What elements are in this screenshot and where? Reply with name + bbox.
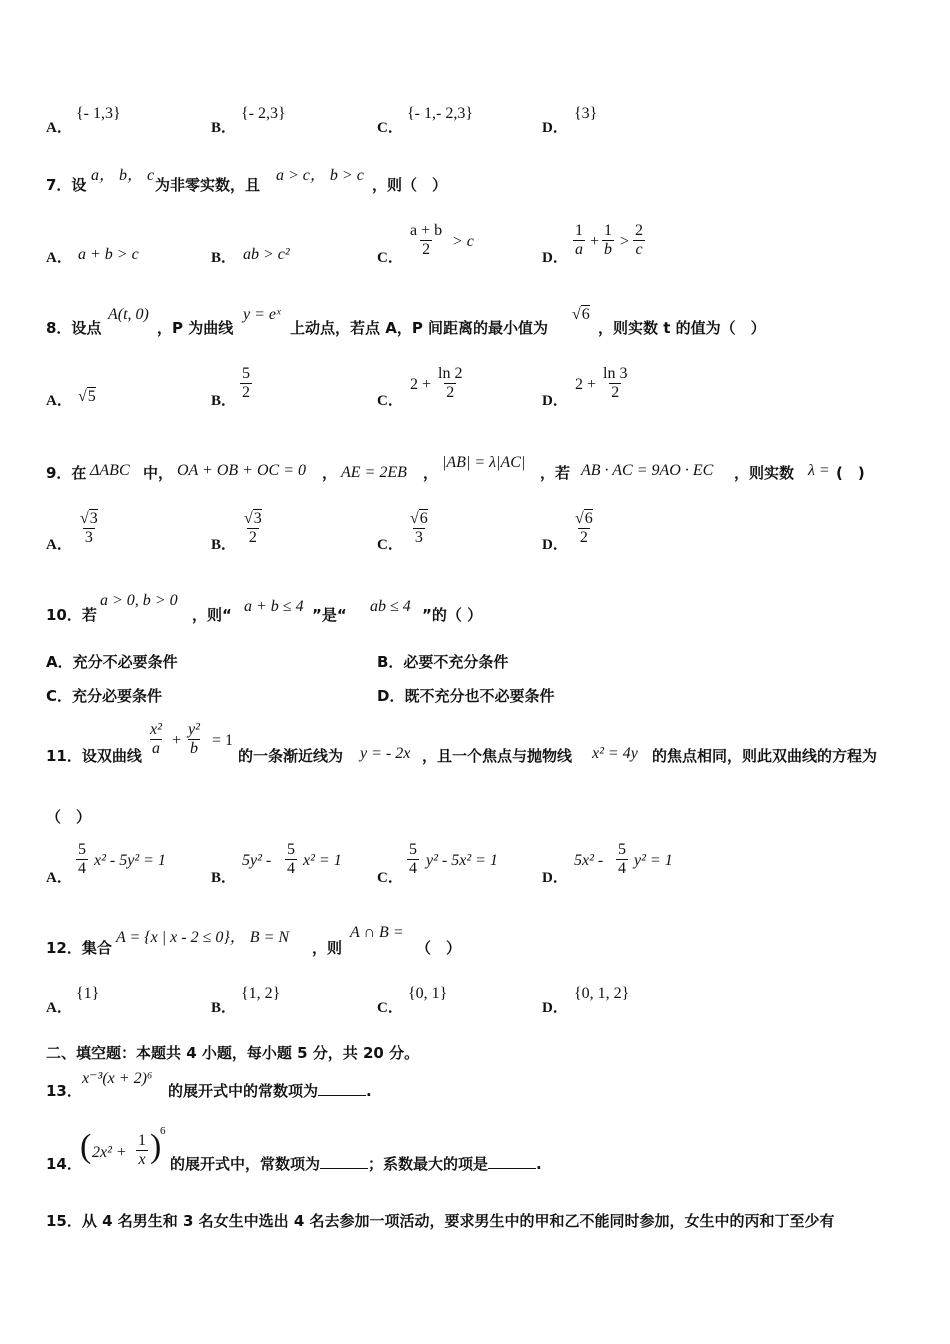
q7-number: 7．设 xyxy=(46,176,87,194)
q9-option-b-label: B． xyxy=(211,537,237,553)
q7-option-b-label: B． xyxy=(211,250,237,266)
q13-expr: x⁻³(x + 2)⁶ xyxy=(82,1070,153,1087)
question-15-text: 15．从 4 名男生和 3 名女生中选出 4 名去参加一项活动，要求男生中的甲和乙不能同时参加，女生中的丙和丁至少有 xyxy=(46,1212,835,1230)
q9-eq3: |AB| = λ|AC| xyxy=(442,454,526,471)
q14-answer-blank-1[interactable] xyxy=(320,1154,368,1169)
q8-option-a-label: A． xyxy=(46,393,72,409)
q11-plus: + xyxy=(172,732,182,749)
q8-option-d-fraction xyxy=(601,365,629,402)
q14-text xyxy=(170,1153,542,1174)
q11-d-pre: 5x² - xyxy=(574,852,604,869)
q9-a-num: 3 xyxy=(89,510,98,527)
q8-c-den: 2 xyxy=(446,384,455,401)
q11-a-den: 4 xyxy=(78,860,86,877)
q8-option-c-fraction xyxy=(436,365,464,402)
q7-option-c-fraction xyxy=(408,222,444,259)
q9-triangle: ΔABC xyxy=(90,462,130,479)
q7-d-frac1 xyxy=(573,222,585,259)
q9-b-num: 3 xyxy=(253,510,262,527)
q10-text1: ，则“ xyxy=(192,606,232,624)
q11-c-num: 5 xyxy=(409,841,417,858)
q11-a-rest: x² - 5y² = 1 xyxy=(94,852,166,869)
q11-c-den: 4 xyxy=(409,860,417,877)
q9-number: 9．在 xyxy=(46,464,87,482)
q11-c-frac xyxy=(407,841,419,878)
q11-text1: 的一条渐近线为 xyxy=(238,747,344,765)
q11-b-num: 5 xyxy=(287,841,295,858)
q10-text2: ”是“ xyxy=(312,606,347,624)
q9-option-d-fraction: $\frac{√6}{2}$ xyxy=(575,510,593,546)
q9-text4: ( ) xyxy=(836,464,865,482)
q14-fn: 1 xyxy=(138,1132,146,1149)
q8-text3: ，则实数 t 的值为（ ） xyxy=(598,319,766,337)
q11-d-den: 4 xyxy=(618,860,626,877)
q7-option-c-label: C． xyxy=(377,250,403,266)
section-2-heading: 二、填空题：本题共 4 小题，每小题 5 分，共 20 分。 xyxy=(46,1044,420,1062)
q12-option-a-value: {1} xyxy=(76,985,100,1002)
q9-eq2: AE = 2EB xyxy=(341,464,407,481)
q8-minval: √6 xyxy=(572,306,590,323)
q11-text3: 的焦点相同，则此双曲线的方程为 xyxy=(652,747,878,765)
q13-text xyxy=(168,1080,372,1101)
q9-option-a-label: A． xyxy=(46,537,72,553)
q8-text1: ，P 为曲线 xyxy=(157,319,234,337)
q11-option-d-label: D． xyxy=(542,870,568,886)
q12-option-b-label: B． xyxy=(211,1000,237,1016)
q11-d-frac xyxy=(616,841,628,878)
q8-number: 8．设点 xyxy=(46,319,102,337)
q14-fd: x xyxy=(138,1151,146,1168)
q10-option-c: C．充分必要条件 xyxy=(46,687,163,705)
q9-option-c-fraction: $\frac{√6}{3}$ xyxy=(410,510,428,546)
q11-frac-x xyxy=(148,721,164,758)
q9-eq4: AB · AC = 9AO · EC xyxy=(581,462,714,479)
q11-b-den: 4 xyxy=(287,860,295,877)
q8-text2: 上动点，若点 A，P 间距离的最小值为 xyxy=(290,319,549,337)
q9-d-den: 2 xyxy=(579,529,588,546)
q10-condition: a > 0, b > 0 xyxy=(100,592,178,609)
q10-text3: ”的（ ） xyxy=(422,606,483,624)
q10-option-d: D．既不充分也不必要条件 xyxy=(377,687,555,705)
q9-eq5: λ = xyxy=(808,462,830,479)
q8-point: A(t, 0) xyxy=(108,306,149,323)
q10-option-b: B．必要不充分条件 xyxy=(377,653,509,671)
q6-option-c-value: {- 1,- 2,3} xyxy=(407,105,474,122)
q9-eq1: OA + OB + OC = 0 xyxy=(177,462,306,479)
q7-vars: a， b， c xyxy=(91,167,155,184)
q7-option-c-tail: > c xyxy=(452,233,474,250)
q9-option-d-label: D． xyxy=(542,537,568,553)
q8-d-num: ln 3 xyxy=(603,365,628,382)
q12-number: 12．集合 xyxy=(46,939,112,957)
q7-d-n1: 1 xyxy=(575,222,583,239)
q8-b-num: 5 xyxy=(242,365,250,382)
q11-d-num: 5 xyxy=(618,841,626,858)
q6-option-d-label: D． xyxy=(542,120,568,136)
q8-c-num: ln 2 xyxy=(438,365,463,382)
q11-b-rest: x² = 1 xyxy=(303,852,342,869)
q12-option-a-label: A． xyxy=(46,1000,72,1016)
q7-d-gt: > xyxy=(620,233,630,250)
q8-curve: y = eˣ xyxy=(243,306,281,323)
q10-expr1: a + b ≤ 4 xyxy=(244,598,304,615)
q14-number: 14． xyxy=(46,1155,82,1173)
q11-text2: ，且一个焦点与抛物线 xyxy=(422,747,573,765)
q8-option-a-value: √5 xyxy=(78,388,96,405)
q9-c-den: 3 xyxy=(414,529,423,546)
q7-d-frac2 xyxy=(602,222,614,259)
q12-option-c-label: C． xyxy=(377,1000,403,1016)
q6-option-a-label: A． xyxy=(46,120,72,136)
q8-c-pre: 2 + xyxy=(410,376,432,393)
q7-d-frac3 xyxy=(633,222,645,259)
q8-d-pre: 2 + xyxy=(575,376,597,393)
q13-number: 13． xyxy=(46,1082,82,1100)
q14-text2: ；系数最大的项是 xyxy=(368,1155,489,1173)
q12-sets: A = {x | x - 2 ≤ 0}， B = N xyxy=(116,929,290,946)
q9-b-den: 2 xyxy=(248,529,257,546)
q13-text-body: 的展开式中的常数项为 xyxy=(168,1082,319,1100)
q14-text1: 的展开式中，常数项为 xyxy=(170,1155,321,1173)
q8-option-c-label: C． xyxy=(377,393,403,409)
q7-option-b-value: ab > c² xyxy=(243,246,290,263)
q8-b-den: 2 xyxy=(242,384,250,401)
q8-option-b-fraction xyxy=(240,365,252,402)
q8-d-den: 2 xyxy=(611,384,620,401)
q14-lead: 2x² + xyxy=(92,1144,127,1161)
q7-d-plus: + xyxy=(590,233,600,250)
q7-end: ，则（ ） xyxy=(372,176,448,194)
q7-d-n2: 1 xyxy=(604,222,612,239)
q7-d-d2: b xyxy=(604,241,612,258)
q8-a-radicand: 5 xyxy=(87,388,96,405)
q11-a-num: 5 xyxy=(78,841,86,858)
q11-frac-y xyxy=(186,721,202,758)
q13-end: . xyxy=(366,1082,372,1100)
q14-rparen: ) xyxy=(150,1128,162,1165)
q11-paren: （ ） xyxy=(46,808,92,826)
q12-text1: ，则 xyxy=(312,939,343,957)
q9-text1: 中， xyxy=(143,464,174,482)
q11-n2: y² xyxy=(188,721,200,738)
q13-answer-blank[interactable] xyxy=(318,1081,366,1096)
q12-option-d-label: D． xyxy=(542,1000,568,1016)
q6-option-d-value: {3} xyxy=(574,105,598,122)
q11-eq: = 1 xyxy=(212,732,234,749)
q10-option-a: A．充分不必要条件 xyxy=(46,653,178,671)
q9-option-b-fraction: $\frac{√3}{2}$ xyxy=(244,510,262,546)
q11-a-frac xyxy=(76,841,88,878)
q9-c-num: 6 xyxy=(419,510,428,527)
q12-option-c-value: {0, 1} xyxy=(408,985,448,1002)
q11-option-c-label: C． xyxy=(377,870,403,886)
q9-option-c-label: C． xyxy=(377,537,403,553)
q11-parabola: x² = 4y xyxy=(592,745,638,762)
q9-a-den: 3 xyxy=(84,529,93,546)
q7-c-num: a + b xyxy=(410,222,443,239)
q11-n1: x² xyxy=(150,721,162,738)
q10-number: 10．若 xyxy=(46,606,97,624)
q6-option-b-label: B． xyxy=(211,120,237,136)
q9-text3: ，则实数 xyxy=(734,464,795,482)
q11-c-rest: y² - 5x² = 1 xyxy=(426,852,498,869)
q11-d1: a xyxy=(151,740,160,757)
q9-d-num: 6 xyxy=(584,510,593,527)
q14-answer-blank-2[interactable] xyxy=(488,1154,536,1169)
q7-option-a-label: A． xyxy=(46,250,72,266)
q8-minval-radicand: 6 xyxy=(581,306,590,323)
q8-option-d-label: D． xyxy=(542,393,568,409)
q11-option-b-label: B． xyxy=(211,870,237,886)
q7-d-d3: c xyxy=(635,241,643,258)
q7-text: 为非零实数，且 xyxy=(155,176,261,194)
q7-option-d-label: D． xyxy=(542,250,568,266)
q11-number: 11．设双曲线 xyxy=(46,747,142,765)
q14-frac xyxy=(136,1132,148,1169)
q10-expr2: ab ≤ 4 xyxy=(370,598,411,615)
q7-d-d1: a xyxy=(575,241,583,258)
q9-option-a-fraction: $\frac{√3}{3}$ xyxy=(80,510,98,546)
q11-b-frac xyxy=(285,841,297,878)
q6-option-c-label: C． xyxy=(377,120,403,136)
q14-end: . xyxy=(536,1155,542,1173)
q8-option-b-label: B． xyxy=(211,393,237,409)
q9-sep1: ， xyxy=(322,464,338,482)
q7-c-den: 2 xyxy=(422,241,431,258)
q12-expr: A ∩ B = xyxy=(350,924,404,941)
q12-option-d-value: {0, 1, 2} xyxy=(574,985,630,1002)
q7-condition: a > c， b > c xyxy=(276,167,364,184)
q11-option-a-label: A． xyxy=(46,870,72,886)
q6-option-b-value: {- 2,3} xyxy=(241,105,286,122)
q11-d-rest: y² = 1 xyxy=(634,852,673,869)
q12-option-b-value: {1, 2} xyxy=(241,985,281,1002)
q11-d2: b xyxy=(189,740,198,757)
q7-d-n3: 2 xyxy=(635,222,643,239)
q9-sep2: ， xyxy=(423,464,439,482)
q14-power: 6 xyxy=(160,1125,166,1137)
q12-text2: （ ） xyxy=(416,939,462,957)
q6-option-a-value: {- 1,3} xyxy=(76,105,121,122)
q11-b-pre: 5y² - xyxy=(242,852,272,869)
q7-option-a-value: a + b > c xyxy=(78,246,139,263)
q14-lparen: ( xyxy=(80,1128,92,1165)
q9-text2: ，若 xyxy=(540,464,571,482)
q11-asymptote: y = - 2x xyxy=(360,745,411,762)
